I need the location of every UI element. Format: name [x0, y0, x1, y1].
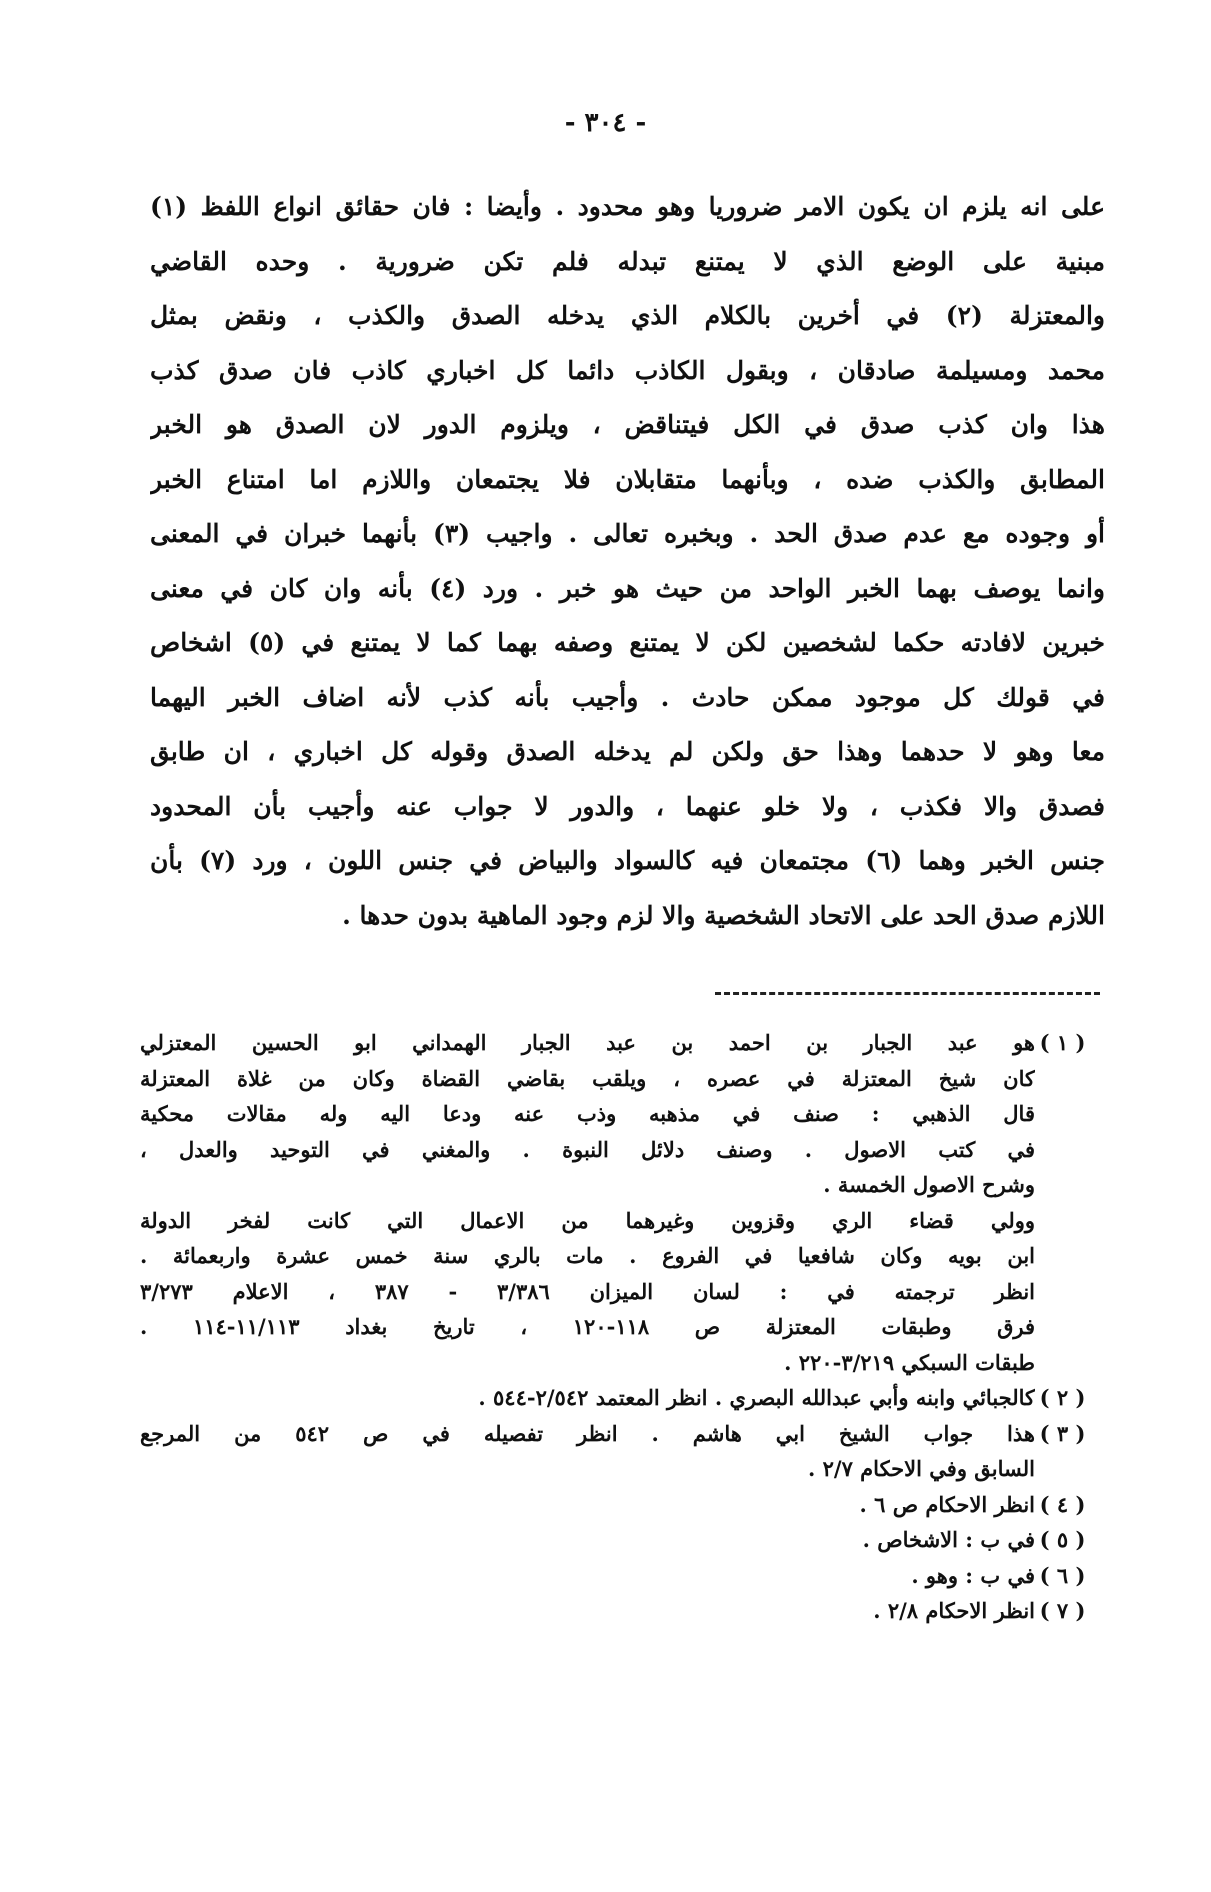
text-line: مبنية على الوضع الذي لا يمتنع تبدله فلم تكن ضرورية . وحده القاضي: [150, 246, 1105, 276]
footnote-line: في كتب الاصول . وصنف دلائل النبوة . والمغني في التوحيد والعدل ،: [140, 1136, 1035, 1162]
main-text: [150, 180, 1105, 943]
page-number: - ٣٠٤ -: [564, 108, 647, 138]
footnote-line: السابق وفي الاحكام ٢/٧ .: [808, 1456, 1035, 1481]
footnote-5: [140, 1522, 1090, 1558]
footnote-4: [140, 1487, 1090, 1523]
footnote-marker: ( ٦ ): [1039, 1562, 1086, 1588]
footnote-line: انظر الاحكام ٢/٨ .: [873, 1598, 1035, 1623]
footnote-line: انظر ترجمته في : لسان الميزان ٣/٣٨٦ - ٣٨٧ ، الاعلام ٣/٢٧٣: [140, 1278, 1035, 1304]
text-line: والمعتزلة (٢) في أخرين بالكلام الذي يدخله الصدق والكذب ، ونقض بمثل: [150, 301, 1105, 330]
footnote-marker: ( ٥ ): [1039, 1527, 1086, 1552]
footnote-line: هو عبد الجبار بن احمد بن عبد الجبار الهمداني ابو الحسين المعتزلي: [140, 1030, 1035, 1055]
footnote-line: فرق وطبقات المعتزلة ص ١١٨-١٢٠ ، تاريخ بغداد ١١/١١٣-١١٤ .: [140, 1314, 1035, 1339]
footnote-marker: ( ٣ ): [1039, 1420, 1086, 1446]
text-line: المطابق والكذب ضده ، وبأنهما متقابلان فلا يجتمعان واللازم اما امتناع الخبر: [150, 464, 1105, 494]
footnote-marker: ( ٤ ): [1039, 1491, 1086, 1517]
footnote-line: في ب : وهو .: [911, 1562, 1035, 1588]
footnote-line: طبقات السبكي ٣/٢١٩-٢٢٠ .: [784, 1349, 1035, 1375]
text-line: هذا وان كذب صدق في الكل فيتناقض ، ويلزوم الدور لان الصدق هو الخبر: [150, 410, 1105, 439]
text-line: معا وهو لا حدهما وهذا حق ولكن لم يدخله الصدق وقوله كل اخباري ، ان طابق: [150, 737, 1105, 766]
text-line: على انه يلزم ان يكون الامر ضروريا وهو محدود . وأيضا : فان حقائق انواع اللفظ (١): [150, 192, 1105, 221]
text-line: في قولك كل موجود ممكن حادث . وأجيب بأنه كذب لأنه اضاف الخبر اليهما: [150, 682, 1105, 712]
footnote-2: [140, 1380, 1090, 1416]
footnote-line: انظر الاحكام ص ٦ .: [859, 1491, 1035, 1517]
footnote-line: قال الذهبي : صنف في مذهبه وذب عنه ودعا اليه وله مقالات محكية: [140, 1101, 1035, 1126]
text-line: فصدق والا فكذب ، ولا خلو عنهما ، والدور لا جواب عنه وأجيب بأن المحدود: [150, 791, 1105, 821]
footnote-line: هذا جواب الشيخ ابي هاشم . انظر تفصيله في ص ٥٤٢ من المرجع: [140, 1420, 1035, 1446]
footnote-line: كان شيخ المعتزلة في عصره ، ويلقب بقاضي القضاة وكان من غلاة المعتزلة: [140, 1065, 1035, 1091]
footnote-3: [140, 1416, 1090, 1487]
footnote-1: [140, 1025, 1090, 1380]
footnote-marker: ( ٧ ): [1039, 1598, 1086, 1623]
footnote-marker: ( ١ ): [1039, 1030, 1086, 1055]
footnote-separator: [715, 992, 1100, 995]
footnote-line: كالجبائي وابنه وأبي عبدالله البصري . انظر المعتمد ٢/٥٤٢-٥٤٤ .: [478, 1385, 1035, 1410]
text-line: أو وجوده مع عدم صدق الحد . وبخبره تعالى . واجيب (٣) بأنهما خبران في المعنى: [150, 519, 1105, 548]
text-line: محمد ومسيلمة صادقان ، وبقول الكاذب دائما كل اخباري كاذب فان صدق كذب: [150, 355, 1105, 385]
footnote-line: وشرح الاصول الخمسة .: [823, 1172, 1035, 1197]
text-line: اللازم صدق الحد على الاتحاد الشخصية والا لزم وجود الماهية بدون حدها .: [342, 900, 1105, 930]
text-line: خبرين لافادته حكما لشخصين لكن لا يمتنع وصفه بهما كما لا يمتنع في (٥) اشخاص: [150, 628, 1105, 657]
footnote-line: في ب : الاشخاص .: [862, 1527, 1035, 1552]
footnote-6: [140, 1558, 1090, 1594]
text-line: جنس الخبر وهما (٦) مجتمعان فيه كالسواد والبياض في جنس اللون ، ورد (٧) بأن: [150, 846, 1105, 875]
footnotes: [140, 1025, 1090, 1629]
footnote-marker: ( ٢ ): [1039, 1385, 1086, 1410]
footnote-7: [140, 1593, 1090, 1629]
footnote-line: ابن بويه وكان شافعيا في الفروع . مات بالري سنة خمس عشرة واربعمائة .: [140, 1243, 1035, 1268]
footnote-line: وولي قضاء الري وقزوين وغيرهما من الاعمال التي كانت لفخر الدولة: [140, 1207, 1035, 1233]
text-line: وانما يوصف بهما الخبر الواحد من حيث هو خبر . ورد (٤) بأنه وان كان في معنى: [150, 573, 1105, 603]
